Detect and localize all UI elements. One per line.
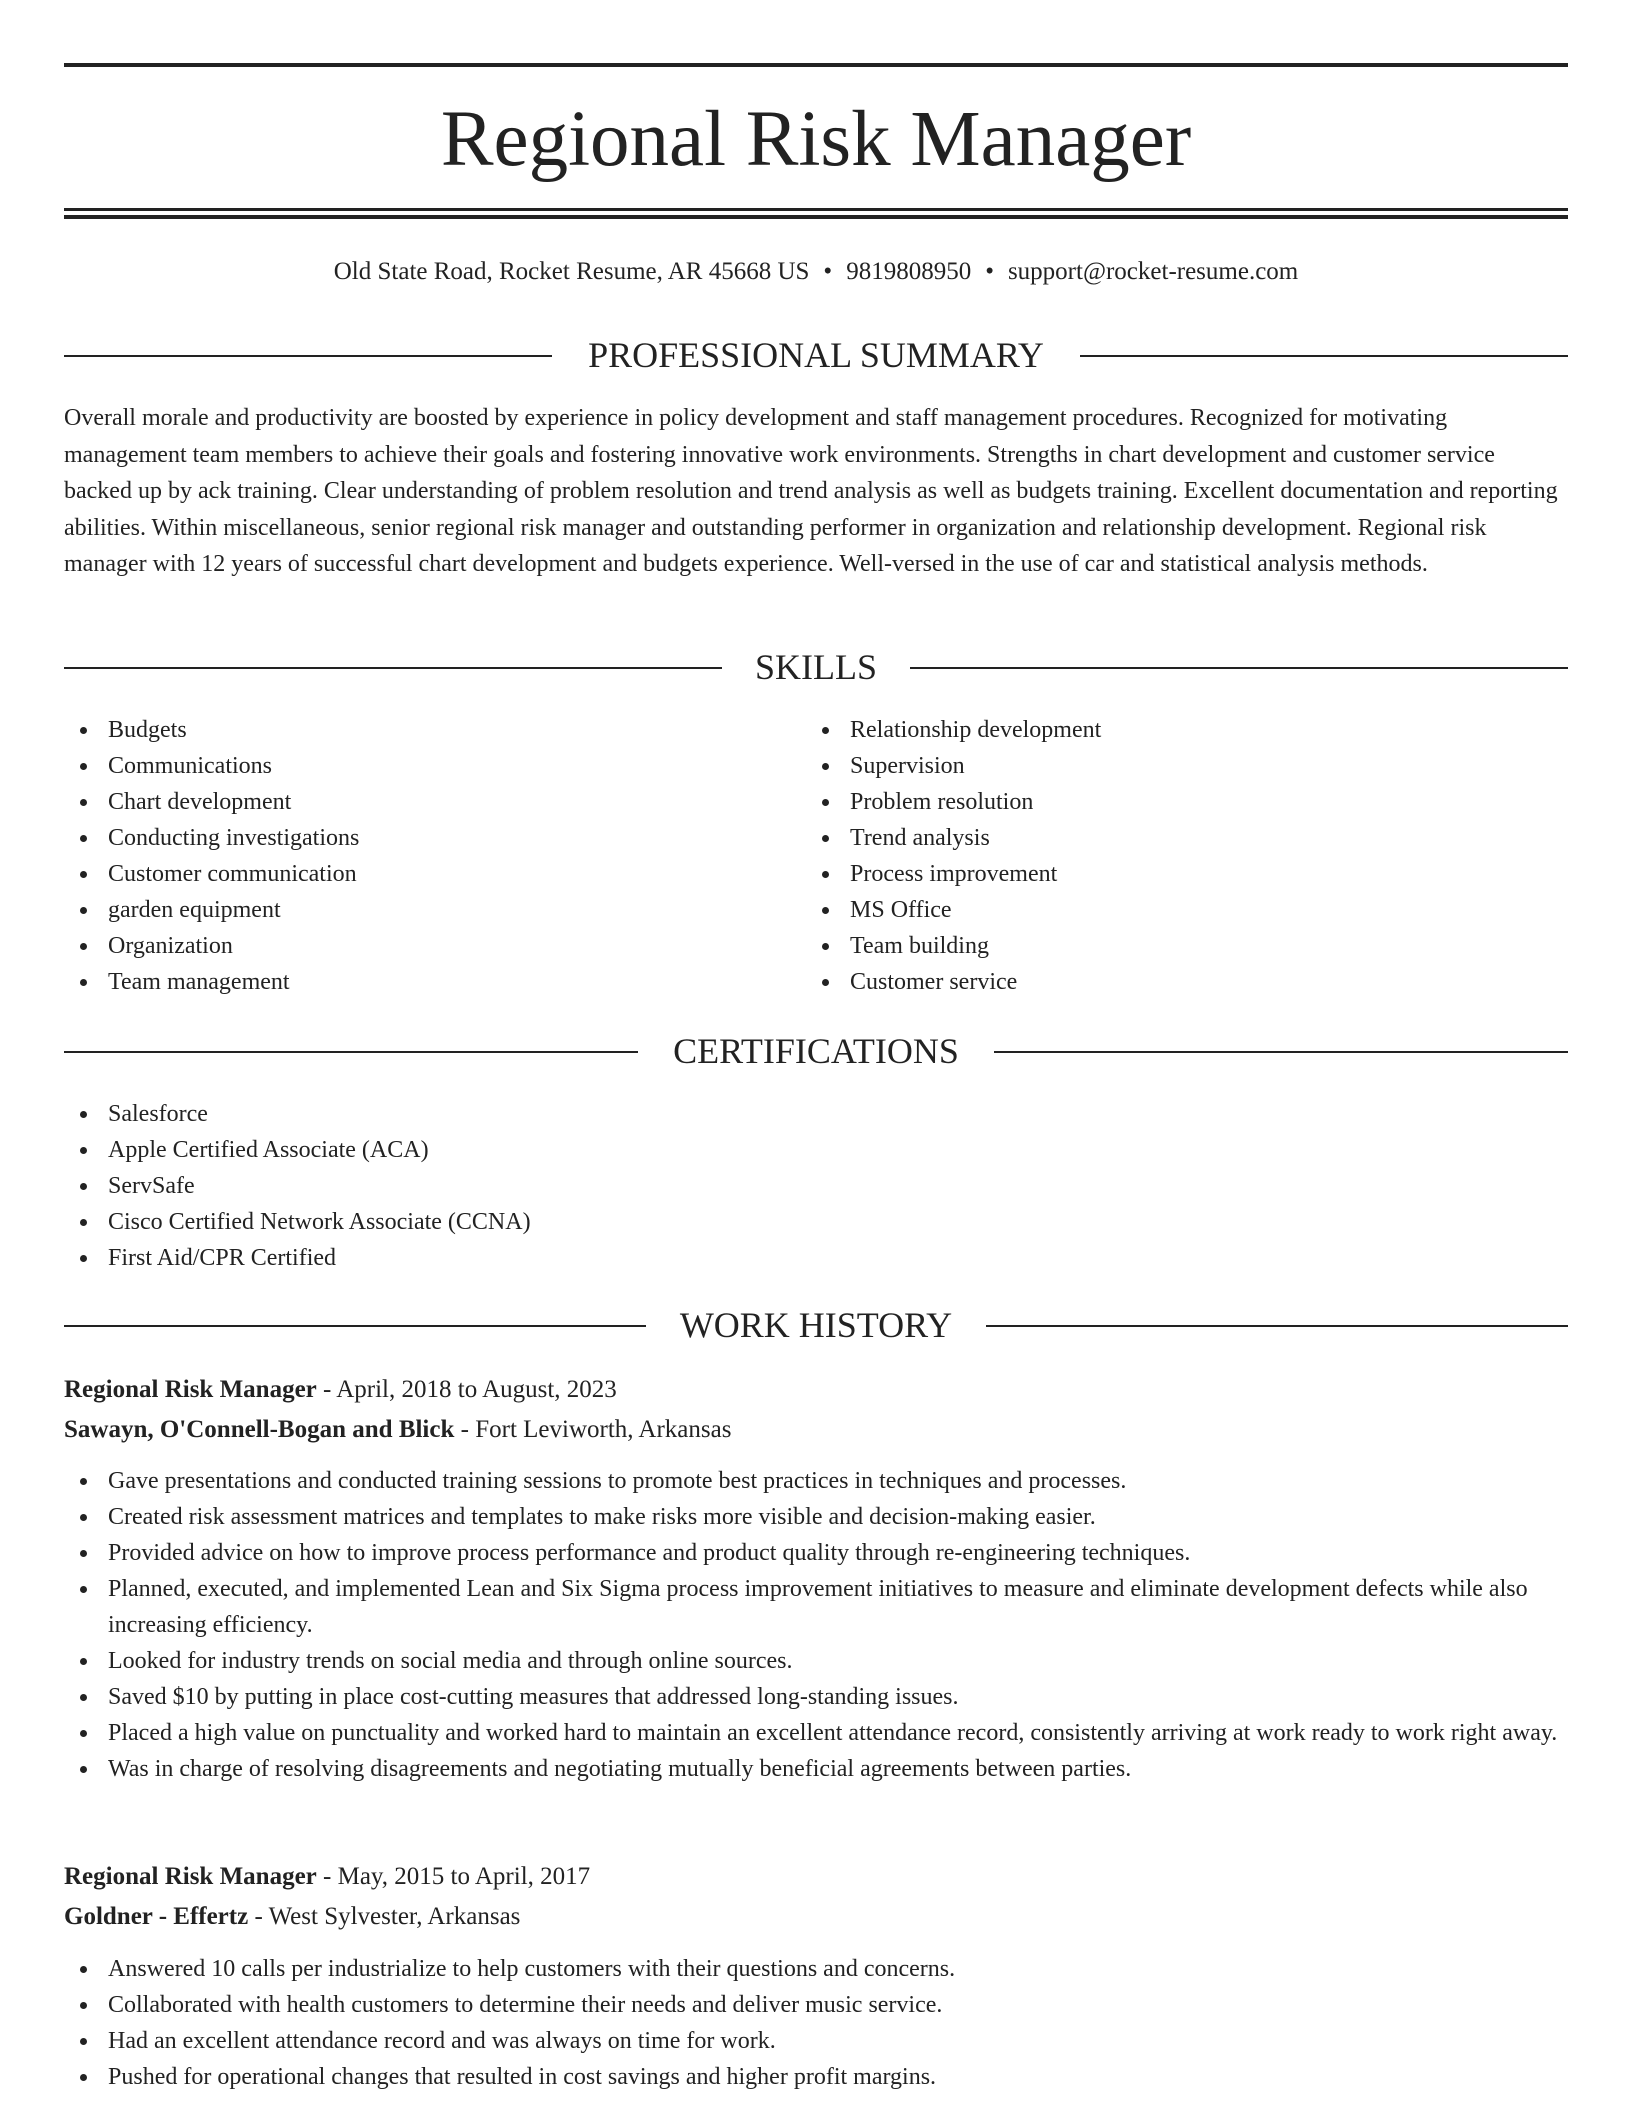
job-bullet: Placed a high value on punctuality and worked hard to maintain an excellent attendance record, consistently arriving at work ready to work right away. [64,1715,1568,1751]
job-bullet: Provided advice on how to improve process performance and product quality through re-engineering techniques. [64,1535,1568,1571]
job-bullet: Saved $10 by putting in place cost-cutting measures that addressed long-standing issues. [64,1679,1568,1715]
skills-list-left [64,712,804,1000]
skill-item: Relationship development [806,712,1566,748]
contact-separator: • [985,258,994,285]
certification-item: Apple Certified Associate (ACA) [64,1132,1568,1168]
job-bullet-list [64,1951,1568,2095]
job-bullet: Gave presentations and conducted training sessions to promote best practices in techniques and processes. [64,1463,1568,1499]
certifications-section-heading [64,1027,1568,1075]
job-location: - Fort Leviworth, Arkansas [454,1416,732,1443]
job-bullet-list [64,1463,1568,1787]
summary-section-heading [64,331,1568,379]
header-double-rule-upper [64,208,1568,211]
job-dates: - April, 2018 to August, 2023 [316,1376,617,1403]
job-bullet: Looked for industry trends on social media and through online sources. [64,1643,1568,1679]
skills-section-heading [64,643,1568,691]
contact-separator: • [823,258,833,285]
work-history-heading-label: WORK HISTORY [650,1305,982,1345]
job-dates: - May, 2015 to April, 2017 [316,1863,591,1890]
summary-paragraph: Overall morale and productivity are boosted by experience in policy development and staff management procedures. Recognized for motivating management team members to achieve their goals and fostering innovative work environments. Strengths in chart development and customer service backed up by ack training. Clear understanding of problem resolution and trend analysis as well as budgets training. Excellent documentation and reporting abilities. Within miscellaneous, senior regional risk manager and outstanding performer in organization and relationship development. Regional risk manager with 12 years of successful chart development and budgets experience. Well-versed in the use of car and statistical analysis methods. [64,405,1558,577]
job-company: Sawayn, O'Connell-Bogan and Blick [64,1416,455,1443]
contact-phone: 9819808950 [846,258,972,285]
skill-item: Organization [64,928,804,964]
job-company: Goldner - Effertz [64,1903,249,1930]
contact-address: Old State Road, Rocket Resume, AR 45668 US [333,258,810,285]
job-title-line [64,1370,1568,1410]
skill-item: Supervision [806,748,1566,784]
resume-title: Regional Risk Manager [440,96,1192,183]
job-title-line [64,1857,1568,1897]
skills-heading-label: SKILLS [725,647,907,687]
skill-item: Team management [64,964,804,1000]
job-bullet: Planned, executed, and implemented Lean and Six Sigma process improvement initiatives to measure and eliminate development defects while also increasing efficiency. [64,1571,1568,1643]
job-location: - West Sylvester, Arkansas [248,1903,521,1930]
certification-item: Cisco Certified Network Associate (CCNA) [64,1204,1568,1240]
job-bullet: Pushed for operational changes that resulted in cost savings and higher profit margins. [64,2059,1568,2095]
skill-item: Budgets [64,712,804,748]
skill-item: Trend analysis [806,820,1566,856]
certifications-list [64,1096,1568,1276]
skill-item: Process improvement [806,856,1566,892]
skill-item: Customer communication [64,856,804,892]
skills-list-right [806,712,1566,1000]
certification-item: First Aid/CPR Certified [64,1240,1568,1276]
skill-item: garden equipment [64,892,804,928]
summary-heading-label: PROFESSIONAL SUMMARY [558,335,1074,375]
header-double-rule-lower [64,215,1568,219]
job-title: Regional Risk Manager [64,1863,317,1890]
skill-item: MS Office [806,892,1566,928]
skill-item: Communications [64,748,804,784]
job-bullet: Answered 10 calls per industrialize to help customers with their questions and concerns. [64,1951,1568,1987]
job-company-line [64,1410,1568,1450]
skill-item: Chart development [64,784,804,820]
contact-line [64,254,1568,290]
contact-email: support@rocket-resume.com [1007,258,1299,285]
certifications-heading-label: CERTIFICATIONS [643,1031,989,1071]
skill-item: Team building [806,928,1566,964]
skill-item: Problem resolution [806,784,1566,820]
job-company-line [64,1897,1568,1937]
skill-item: Conducting investigations [64,820,804,856]
certification-item: Salesforce [64,1096,1568,1132]
work-history-section-heading [64,1301,1568,1349]
job-bullet: Had an excellent attendance record and was always on time for work. [64,2023,1568,2059]
certification-item: ServSafe [64,1168,1568,1204]
header-top-rule [64,63,1568,67]
job-bullet: Collaborated with health customers to determine their needs and deliver music service. [64,1987,1568,2023]
skill-item: Customer service [806,964,1566,1000]
job-bullet: Was in charge of resolving disagreements and negotiating mutually beneficial agreements between parties. [64,1751,1568,1787]
job-bullet: Created risk assessment matrices and templates to make risks more visible and decision-making easier. [64,1499,1568,1535]
job-title: Regional Risk Manager [64,1376,317,1403]
